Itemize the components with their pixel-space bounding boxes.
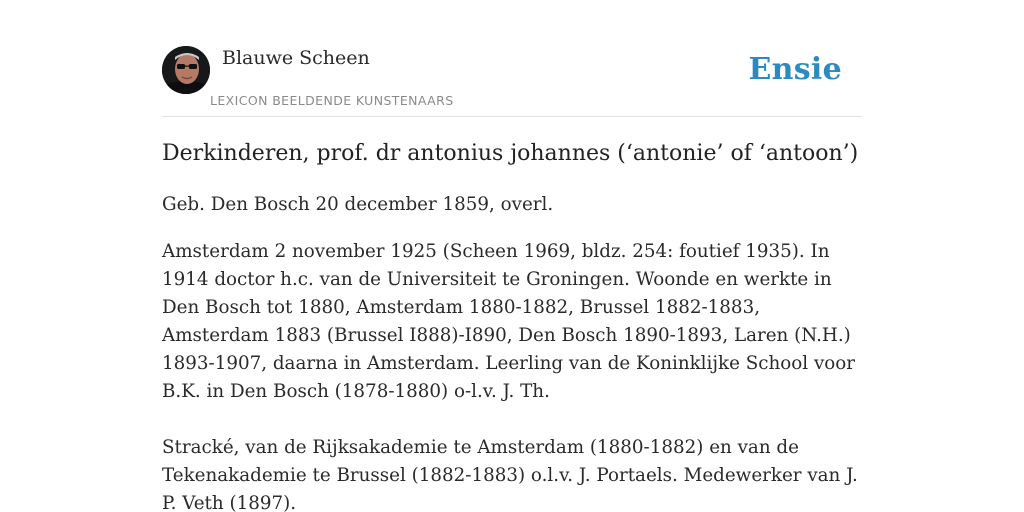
- article-title: Derkinderen, prof. dr antonius johannes (‘antonie’ of ‘antoon’): [162, 141, 859, 166]
- article-paragraph: Geb. Den Bosch 20 december 1859, overl.: [162, 194, 554, 215]
- ensie-logo-link[interactable]: Ensie: [748, 52, 842, 87]
- person-avatar-icon: [162, 46, 210, 94]
- source-category-link[interactable]: LEXICON BEELDENDE KUNSTENAARS: [210, 93, 454, 108]
- article-content: [162, 138, 862, 512]
- author-avatar[interactable]: [162, 46, 210, 94]
- article-paragraph: Stracké, van de Rijksakademie te Amsterdam (1880-1882) en van de Tekenakademie te Brussel (1882-1883) o.l.v. J. Portaels. Medewerker van J. P. Veth (1897).: [162, 437, 858, 512]
- page-header: [162, 46, 862, 117]
- article-paragraph: Amsterdam 2 november 1925 (Scheen 1969, bldz. 254: foutief 1935). In 1914 doctor h.c. van de Universiteit te Groningen. Woonde en werkte in Den Bosch tot 1880, Amsterdam 1880-1882, Brussel 1882-1883, Amsterdam 1883 (Brussel I888)-I890, Den Bosch 1890-1893, Laren (N.H.) 1893-1907, daarna in Amsterdam. Leerling van de Koninklijke School voor B.K. in Den Bosch (1878-1880) o-l.v. J. Th.: [162, 241, 856, 402]
- author-name-link[interactable]: Blauwe Scheen: [222, 47, 370, 69]
